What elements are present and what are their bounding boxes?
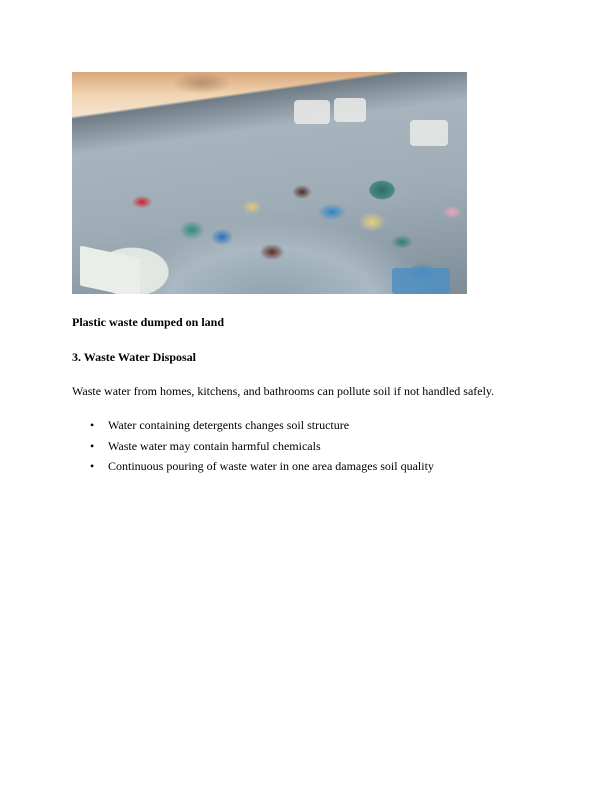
bullet-list — [72, 418, 434, 480]
photo-sky-smoke — [172, 72, 232, 94]
section-paragraph: Waste water from homes, kitchens, and bathrooms can pollute soil if not handled safely. — [72, 384, 495, 398]
photo-sack — [294, 100, 330, 124]
photo-sack — [334, 98, 366, 122]
plastic-waste-photo — [72, 72, 467, 294]
photo-crate — [80, 246, 140, 294]
list-item-text: Water containing detergents changes soil structure — [108, 418, 350, 432]
list-item — [72, 459, 434, 480]
list-item-text: Continuous pouring of waste water in one area damages soil quality — [108, 459, 434, 473]
list-item-text: Waste water may contain harmful chemicals — [108, 438, 321, 453]
bullet-icon: • — [90, 418, 95, 432]
figure-caption: Plastic waste dumped on land — [72, 315, 225, 329]
photo-sack — [410, 120, 448, 146]
list-item — [72, 418, 434, 439]
list-item — [72, 439, 434, 460]
bullet-icon: • — [90, 438, 95, 453]
bullet-icon: • — [90, 459, 95, 473]
section-heading: 3. Waste Water Disposal — [72, 350, 197, 364]
photo-plastic-chair — [392, 268, 450, 294]
